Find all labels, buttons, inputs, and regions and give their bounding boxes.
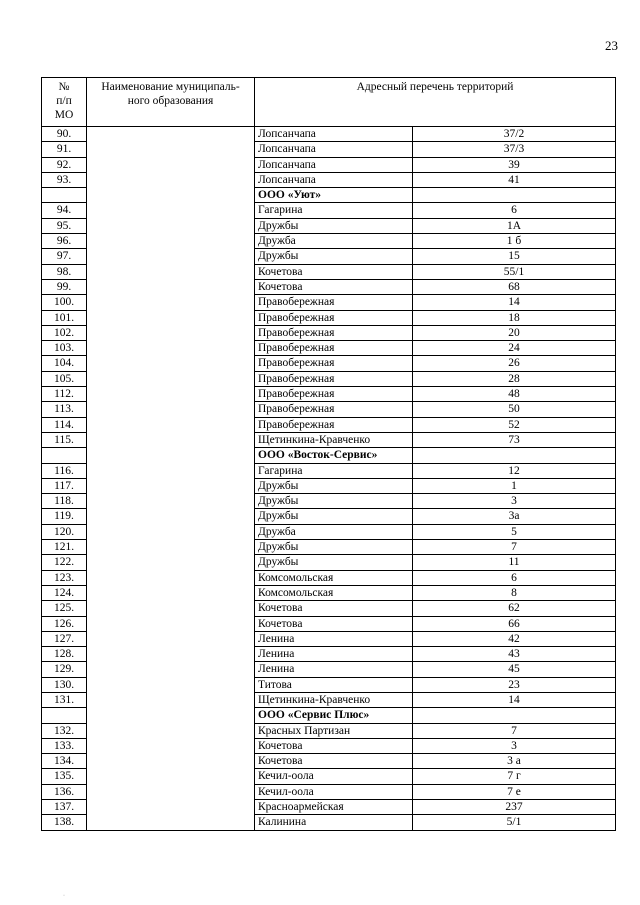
row-number [42,188,87,203]
organization-name: ООО «Уют» [255,188,413,203]
house-number: 62 [413,601,616,616]
house-number: 3а [413,509,616,524]
header-muni-line: Наименование муниципаль- [101,81,240,93]
house-number: 42 [413,631,616,646]
empty-cell [413,448,616,463]
row-number [42,448,87,463]
house-number: 5/1 [413,815,616,830]
row-number [42,708,87,723]
house-number: 1 [413,478,616,493]
organization-name: ООО «Сервис Плюс» [255,708,413,723]
street-name: Кечил-оола [255,769,413,784]
house-number: 43 [413,647,616,662]
house-number: 1А [413,218,616,233]
house-number: 7 [413,723,616,738]
row-number: 90. [42,127,87,142]
house-number: 37/3 [413,142,616,157]
organization-name: ООО «Восток-Сервис» [255,448,413,463]
street-name: Ленина [255,631,413,646]
row-number: 126. [42,616,87,631]
row-number: 131. [42,692,87,707]
street-name: Лопсанчапа [255,127,413,142]
street-name: Кочетова [255,264,413,279]
street-name: Красноармейская [255,800,413,815]
street-name: Ленина [255,647,413,662]
street-name: Комсомольская [255,585,413,600]
street-name: Дружбы [255,249,413,264]
row-number: 136. [42,784,87,799]
row-number: 138. [42,815,87,830]
table-row [42,127,616,142]
row-number: 103. [42,341,87,356]
house-number: 66 [413,616,616,631]
street-name: Щетинкина-Кравченко [255,432,413,447]
header-municipality [87,78,255,127]
row-number: 102. [42,325,87,340]
house-number: 7 е [413,784,616,799]
street-name: Правобережная [255,402,413,417]
row-number: 95. [42,218,87,233]
house-number: 3 [413,494,616,509]
row-number: 112. [42,387,87,402]
street-name: Кечил-оола [255,784,413,799]
house-number: 18 [413,310,616,325]
row-number: 104. [42,356,87,371]
house-number: 14 [413,295,616,310]
house-number: 20 [413,325,616,340]
house-number: 68 [413,279,616,294]
house-number: 8 [413,585,616,600]
row-number: 101. [42,310,87,325]
house-number: 48 [413,387,616,402]
street-name: Комсомольская [255,570,413,585]
house-number: 23 [413,677,616,692]
row-number: 120. [42,524,87,539]
row-number: 134. [42,754,87,769]
row-number: 128. [42,647,87,662]
street-name: Дружбы [255,218,413,233]
municipality-cell [87,127,255,831]
row-number: 91. [42,142,87,157]
row-number: 132. [42,723,87,738]
row-number: 130. [42,677,87,692]
row-number: 117. [42,478,87,493]
empty-cell [413,708,616,723]
scan-mark: · [63,893,65,899]
house-number: 14 [413,692,616,707]
row-number: 129. [42,662,87,677]
table-body [42,127,616,831]
row-number: 123. [42,570,87,585]
row-number: 98. [42,264,87,279]
row-number: 125. [42,601,87,616]
street-name: Правобережная [255,325,413,340]
row-number: 115. [42,432,87,447]
house-number: 3 [413,738,616,753]
house-number: 55/1 [413,264,616,279]
header-num-line: № [58,81,70,93]
street-name: Кочетова [255,616,413,631]
street-name: Правобережная [255,356,413,371]
street-name: Правобережная [255,417,413,432]
house-number: 12 [413,463,616,478]
house-number: 73 [413,432,616,447]
street-name: Дружбы [255,540,413,555]
house-number: 3 а [413,754,616,769]
street-name: Кочетова [255,738,413,753]
street-name: Кочетова [255,754,413,769]
row-number: 124. [42,585,87,600]
street-name: Кочетова [255,601,413,616]
street-name: Гагарина [255,203,413,218]
house-number: 5 [413,524,616,539]
row-number: 100. [42,295,87,310]
street-name: Лопсанчапа [255,157,413,172]
house-number: 1 б [413,234,616,249]
row-number: 133. [42,738,87,753]
row-number: 127. [42,631,87,646]
header-num [42,78,87,127]
page-number: 23 [605,38,618,53]
house-number: 45 [413,662,616,677]
header-address-list: Адресный перечень территорий [255,78,616,127]
row-number: 105. [42,371,87,386]
house-number: 26 [413,356,616,371]
street-name: Дружбы [255,478,413,493]
row-number: 99. [42,279,87,294]
house-number: 28 [413,371,616,386]
row-number: 114. [42,417,87,432]
row-number: 135. [42,769,87,784]
house-number: 15 [413,249,616,264]
row-number: 137. [42,800,87,815]
row-number: 119. [42,509,87,524]
street-name: Ленина [255,662,413,677]
street-name: Правобережная [255,295,413,310]
house-number: 50 [413,402,616,417]
house-number: 237 [413,800,616,815]
row-number: 118. [42,494,87,509]
row-number: 113. [42,402,87,417]
house-number: 41 [413,172,616,187]
street-name: Калинина [255,815,413,830]
street-name: Дружбы [255,509,413,524]
row-number: 93. [42,172,87,187]
row-number: 94. [42,203,87,218]
street-name: Гагарина [255,463,413,478]
header-muni-line: ного образования [127,95,214,107]
street-name: Титова [255,677,413,692]
header-num-line: п/п [56,95,72,107]
street-name: Правобережная [255,387,413,402]
street-name: Дружбы [255,555,413,570]
house-number: 37/2 [413,127,616,142]
house-number: 6 [413,203,616,218]
house-number: 7 [413,540,616,555]
row-number: 96. [42,234,87,249]
house-number: 6 [413,570,616,585]
header-num-line: МО [54,109,74,121]
row-number: 92. [42,157,87,172]
street-name: Дружбы [255,494,413,509]
street-name: Правобережная [255,310,413,325]
street-name: Щетинкина-Кравченко [255,692,413,707]
row-number: 121. [42,540,87,555]
empty-cell [413,188,616,203]
row-number: 116. [42,463,87,478]
house-number: 39 [413,157,616,172]
house-number: 11 [413,555,616,570]
street-name: Дружба [255,234,413,249]
street-name: Правобережная [255,341,413,356]
address-table [41,77,616,831]
street-name: Кочетова [255,279,413,294]
house-number: 24 [413,341,616,356]
street-name: Дружба [255,524,413,539]
table-header-row [42,78,616,127]
street-name: Красных Партизан [255,723,413,738]
street-name: Лопсанчапа [255,142,413,157]
row-number: 122. [42,555,87,570]
row-number: 97. [42,249,87,264]
street-name: Лопсанчапа [255,172,413,187]
house-number: 52 [413,417,616,432]
street-name: Правобережная [255,371,413,386]
house-number: 7 г [413,769,616,784]
